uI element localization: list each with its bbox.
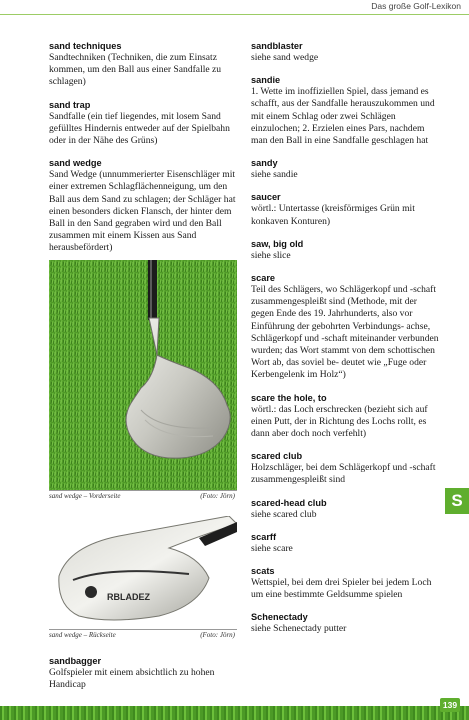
left-column-bottom xyxy=(49,655,244,701)
entry-term: scared club xyxy=(251,451,303,462)
wedge-front-image xyxy=(49,260,237,490)
glossary-entry xyxy=(49,157,244,254)
entry-term: scare the hole, to xyxy=(251,392,327,403)
entry-term: sand techniques xyxy=(49,41,122,51)
glossary-entry xyxy=(251,450,441,486)
glossary-entry xyxy=(251,565,441,601)
entry-definition: Teil des Schlägers, wo Schlägerkopf und -schaft zusammengespleißt sind (Methode, mit der gegen Ende des 19. Jahrhunderts, also vor Einführung der gebohrten Verbindungs- achse, Schlägerkopf und -schaft miteinander verbunden wurden; das Wort stammt von dem schottischen Wort ab, das soviel be- deutet wie „Fuge oder Kerbengelenk im Holz“) xyxy=(251,284,439,381)
footer-grass-strip xyxy=(0,706,469,720)
entry-definition: Sand Wedge (unnummerierter Eisenschläger mit einer extremen Schlagflächenneigung, um den Ball aus dem Sand zu schlagen; der Schläger hat einen besonders dicken Flansch, der hinter dem Ball in den Sand gegraben wird und den Ball zusammen mit einem Kissen aus Sand herausbefördert) xyxy=(49,169,236,254)
caption-text: sand wedge – Rückseite xyxy=(49,631,116,639)
entry-term: sand trap xyxy=(49,99,91,110)
entry-term: sandblaster xyxy=(251,41,303,51)
entry-definition: Wettspiel, bei dem drei Spieler bei jedem Loch um eine bestimmte Geldsumme spielen xyxy=(251,577,432,601)
photo-caption xyxy=(49,629,237,639)
entry-term: sandy xyxy=(251,158,278,169)
entry-term: sand wedge xyxy=(49,158,102,169)
glossary-entry xyxy=(251,74,441,147)
glossary-entry xyxy=(49,655,244,691)
running-header xyxy=(0,0,469,15)
glossary-entry xyxy=(251,191,441,227)
entry-definition: wörtl.: das Loch erschrecken (bezieht sich auf einen Putt, der in Richtung des Lochs rollt, es dann aber doch noch verfehlt) xyxy=(251,403,428,440)
left-column xyxy=(49,40,244,265)
photo-credit: (Foto: Jörn) xyxy=(200,492,235,500)
sand-wedge-back-photo xyxy=(49,516,237,628)
glossary-entry xyxy=(251,157,441,181)
entry-term: scats xyxy=(251,566,275,577)
entry-definition: siehe sandie xyxy=(251,169,298,181)
glossary-entry xyxy=(251,40,441,64)
caption-text: sand wedge – Vorderseite xyxy=(49,492,121,500)
photo-caption xyxy=(49,490,237,500)
glossary-entry xyxy=(251,531,441,555)
entry-term: Schenectady xyxy=(251,612,308,623)
entry-definition: siehe scare xyxy=(251,542,293,554)
wedge-back-image xyxy=(49,516,237,628)
glossary-entry xyxy=(49,40,244,89)
glossary-entry xyxy=(251,497,441,521)
entry-definition: wörtl.: Untertasse (kreisförmiges Grün mit konkaven Konturen) xyxy=(251,203,415,227)
entry-term: sandie xyxy=(251,75,281,86)
glossary-entry xyxy=(49,99,244,148)
entry-term: scare xyxy=(251,273,276,284)
entry-definition: Sandtechniken (Techniken, die zum Einsatz kommen, um den Ball aus einer Sandfalle zu schlagen) xyxy=(49,52,222,88)
section-letter-tab: S xyxy=(445,488,469,514)
entry-definition: siehe slice xyxy=(251,249,291,261)
entry-definition: siehe sand wedge xyxy=(251,52,319,63)
photo-credit: (Foto: Jörn) xyxy=(200,631,235,639)
entry-definition: Golfspieler mit einem absichtlich zu hohen Handicap xyxy=(49,667,215,691)
entry-definition: siehe scared club xyxy=(251,508,317,520)
entry-definition: Sandfalle (ein tief liegendes, mit losem Sand gefülltes Hindernis entweder auf der Spielbahn oder in der Nähe des Grüns) xyxy=(49,110,230,147)
sand-wedge-front-photo xyxy=(49,260,237,490)
page-number: 139 xyxy=(440,698,460,712)
entry-term: scarff xyxy=(251,531,277,542)
entry-definition: 1. Wette im inoffiziellen Spiel, dass jemand es schafft, aus der Sandfalle herauszukommen und mit einem Schlag oder zwei Schlägen einzulochen; 2. Erzielen eines Pars, nachdem man den Ball in eine Sandfalle geschlagen hat xyxy=(251,86,435,147)
right-column xyxy=(251,40,441,646)
header-title: Das große Golf-Lexikon xyxy=(371,1,461,11)
entry-term: sandbagger xyxy=(49,656,102,666)
glossary-entry xyxy=(251,238,441,262)
entry-definition: siehe Schenectady putter xyxy=(251,623,347,635)
entry-term: saucer xyxy=(251,192,281,203)
club-brand-text: RBLADEZ xyxy=(107,592,150,602)
glossary-entry xyxy=(251,392,441,441)
glossary-entry xyxy=(251,611,441,635)
glossary-entry xyxy=(251,272,441,382)
entry-definition: Holzschläger, bei dem Schlägerkopf und -schaft zusammengespleißt sind xyxy=(251,462,436,486)
entry-term: scared-head club xyxy=(251,497,327,508)
entry-term: saw, big old xyxy=(251,238,304,249)
